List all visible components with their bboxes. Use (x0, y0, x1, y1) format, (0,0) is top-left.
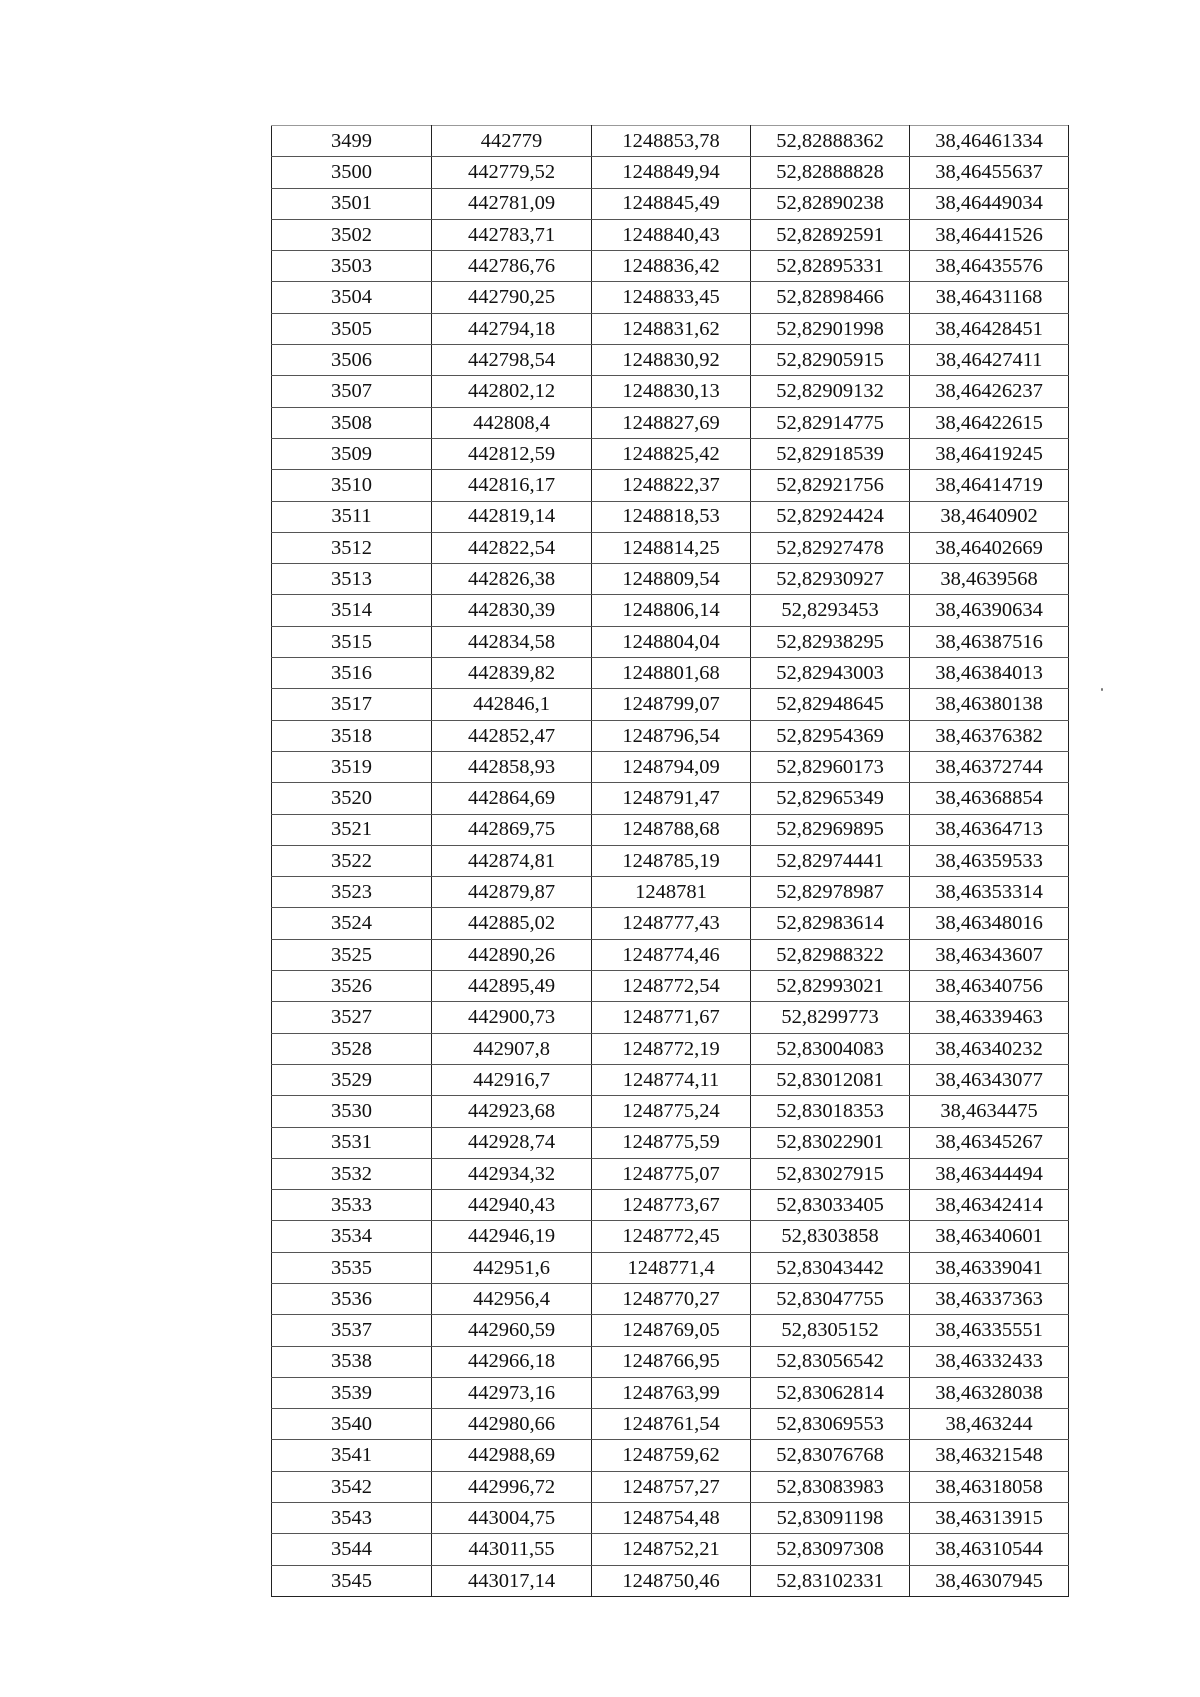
x-coordinate-cell: 442980,66 (432, 1409, 592, 1440)
latitude-cell: 52,82954369 (751, 720, 910, 751)
x-coordinate-cell: 442874,81 (432, 845, 592, 876)
latitude-cell: 52,82938295 (751, 626, 910, 657)
latitude-cell: 52,82888362 (751, 126, 910, 157)
table-row (272, 1346, 1069, 1377)
x-coordinate-cell: 443017,14 (432, 1565, 592, 1596)
table-row (272, 720, 1069, 751)
latitude-cell: 52,83102331 (751, 1565, 910, 1596)
y-coordinate-cell: 1248806,14 (592, 595, 751, 626)
point-number-cell: 3512 (272, 532, 432, 563)
latitude-cell: 52,83069553 (751, 1409, 910, 1440)
latitude-cell: 52,82921756 (751, 470, 910, 501)
x-coordinate-cell: 442779,52 (432, 157, 592, 188)
x-coordinate-cell: 442885,02 (432, 908, 592, 939)
longitude-cell: 38,46340601 (910, 1221, 1069, 1252)
x-coordinate-cell: 442890,26 (432, 939, 592, 970)
longitude-cell: 38,46461334 (910, 126, 1069, 157)
table-row (272, 376, 1069, 407)
table-row (272, 126, 1069, 157)
longitude-cell: 38,4634475 (910, 1096, 1069, 1127)
y-coordinate-cell: 1248774,11 (592, 1064, 751, 1095)
x-coordinate-cell: 442786,76 (432, 251, 592, 282)
point-number-cell: 3500 (272, 157, 432, 188)
y-coordinate-cell: 1248814,25 (592, 532, 751, 563)
x-coordinate-cell: 442802,12 (432, 376, 592, 407)
point-number-cell: 3518 (272, 720, 432, 751)
table-row (272, 1283, 1069, 1314)
x-coordinate-cell: 442864,69 (432, 783, 592, 814)
y-coordinate-cell: 1248750,46 (592, 1565, 751, 1596)
point-number-cell: 3508 (272, 407, 432, 438)
table-row (272, 1252, 1069, 1283)
point-number-cell: 3533 (272, 1190, 432, 1221)
y-coordinate-cell: 1248763,99 (592, 1377, 751, 1408)
point-number-cell: 3505 (272, 313, 432, 344)
point-number-cell: 3535 (272, 1252, 432, 1283)
latitude-cell: 52,82960173 (751, 751, 910, 782)
coordinates-table-body (272, 126, 1069, 1597)
x-coordinate-cell: 442923,68 (432, 1096, 592, 1127)
x-coordinate-cell: 442988,69 (432, 1440, 592, 1471)
y-coordinate-cell: 1248775,24 (592, 1096, 751, 1127)
x-coordinate-cell: 442839,82 (432, 658, 592, 689)
latitude-cell: 52,82901998 (751, 313, 910, 344)
latitude-cell: 52,82943003 (751, 658, 910, 689)
point-number-cell: 3537 (272, 1315, 432, 1346)
x-coordinate-cell: 442996,72 (432, 1471, 592, 1502)
table-row (272, 1503, 1069, 1534)
y-coordinate-cell: 1248794,09 (592, 751, 751, 782)
coordinates-table (271, 125, 1069, 1597)
x-coordinate-cell: 442779 (432, 126, 592, 157)
y-coordinate-cell: 1248772,19 (592, 1033, 751, 1064)
longitude-cell: 38,46340756 (910, 971, 1069, 1002)
table-row (272, 1377, 1069, 1408)
y-coordinate-cell: 1248771,67 (592, 1002, 751, 1033)
point-number-cell: 3507 (272, 376, 432, 407)
x-coordinate-cell: 442895,49 (432, 971, 592, 1002)
latitude-cell: 52,83022901 (751, 1127, 910, 1158)
longitude-cell: 38,46344494 (910, 1158, 1069, 1189)
longitude-cell: 38,46353314 (910, 877, 1069, 908)
latitude-cell: 52,82993021 (751, 971, 910, 1002)
y-coordinate-cell: 1248796,54 (592, 720, 751, 751)
table-row (272, 470, 1069, 501)
table-row (272, 1033, 1069, 1064)
point-number-cell: 3522 (272, 845, 432, 876)
longitude-cell: 38,46339463 (910, 1002, 1069, 1033)
x-coordinate-cell: 442900,73 (432, 1002, 592, 1033)
point-number-cell: 3501 (272, 188, 432, 219)
latitude-cell: 52,82927478 (751, 532, 910, 563)
latitude-cell: 52,83076768 (751, 1440, 910, 1471)
table-row (272, 1471, 1069, 1502)
longitude-cell: 38,46339041 (910, 1252, 1069, 1283)
point-number-cell: 3510 (272, 470, 432, 501)
x-coordinate-cell: 442907,8 (432, 1033, 592, 1064)
x-coordinate-cell: 442846,1 (432, 689, 592, 720)
point-number-cell: 3511 (272, 501, 432, 532)
y-coordinate-cell: 1248788,68 (592, 814, 751, 845)
table-row (272, 845, 1069, 876)
longitude-cell: 38,46318058 (910, 1471, 1069, 1502)
y-coordinate-cell: 1248799,07 (592, 689, 751, 720)
longitude-cell: 38,46321548 (910, 1440, 1069, 1471)
point-number-cell: 3538 (272, 1346, 432, 1377)
longitude-cell: 38,4640902 (910, 501, 1069, 532)
point-number-cell: 3543 (272, 1503, 432, 1534)
table-row (272, 1064, 1069, 1095)
point-number-cell: 3504 (272, 282, 432, 313)
x-coordinate-cell: 443004,75 (432, 1503, 592, 1534)
latitude-cell: 52,82978987 (751, 877, 910, 908)
longitude-cell: 38,46307945 (910, 1565, 1069, 1596)
x-coordinate-cell: 442798,54 (432, 345, 592, 376)
longitude-cell: 38,46328038 (910, 1377, 1069, 1408)
y-coordinate-cell: 1248804,04 (592, 626, 751, 657)
table-row (272, 877, 1069, 908)
latitude-cell: 52,8303858 (751, 1221, 910, 1252)
table-row (272, 1158, 1069, 1189)
longitude-cell: 38,46426237 (910, 376, 1069, 407)
longitude-cell: 38,46348016 (910, 908, 1069, 939)
point-number-cell: 3517 (272, 689, 432, 720)
x-coordinate-cell: 442790,25 (432, 282, 592, 313)
longitude-cell: 38,46387516 (910, 626, 1069, 657)
latitude-cell: 52,82909132 (751, 376, 910, 407)
y-coordinate-cell: 1248830,92 (592, 345, 751, 376)
y-coordinate-cell: 1248853,78 (592, 126, 751, 157)
x-coordinate-cell: 443011,55 (432, 1534, 592, 1565)
y-coordinate-cell: 1248822,37 (592, 470, 751, 501)
x-coordinate-cell: 442928,74 (432, 1127, 592, 1158)
latitude-cell: 52,8299773 (751, 1002, 910, 1033)
y-coordinate-cell: 1248827,69 (592, 407, 751, 438)
table-row (272, 564, 1069, 595)
table-row (272, 1002, 1069, 1033)
point-number-cell: 3531 (272, 1127, 432, 1158)
table-row (272, 751, 1069, 782)
longitude-cell: 38,46335551 (910, 1315, 1069, 1346)
point-number-cell: 3532 (272, 1158, 432, 1189)
x-coordinate-cell: 442973,16 (432, 1377, 592, 1408)
y-coordinate-cell: 1248761,54 (592, 1409, 751, 1440)
longitude-cell: 38,46372744 (910, 751, 1069, 782)
table-row (272, 188, 1069, 219)
latitude-cell: 52,8305152 (751, 1315, 910, 1346)
table-row (272, 157, 1069, 188)
longitude-cell: 38,46313915 (910, 1503, 1069, 1534)
table-row (272, 345, 1069, 376)
latitude-cell: 52,82930927 (751, 564, 910, 595)
table-row (272, 626, 1069, 657)
y-coordinate-cell: 1248773,67 (592, 1190, 751, 1221)
y-coordinate-cell: 1248845,49 (592, 188, 751, 219)
longitude-cell: 38,46455637 (910, 157, 1069, 188)
point-number-cell: 3520 (272, 783, 432, 814)
table-row (272, 658, 1069, 689)
point-number-cell: 3524 (272, 908, 432, 939)
longitude-cell: 38,46422615 (910, 407, 1069, 438)
latitude-cell: 52,82888828 (751, 157, 910, 188)
latitude-cell: 52,83012081 (751, 1064, 910, 1095)
longitude-cell: 38,46435576 (910, 251, 1069, 282)
y-coordinate-cell: 1248752,21 (592, 1534, 751, 1565)
latitude-cell: 52,82898466 (751, 282, 910, 313)
latitude-cell: 52,82924424 (751, 501, 910, 532)
x-coordinate-cell: 442934,32 (432, 1158, 592, 1189)
latitude-cell: 52,82974441 (751, 845, 910, 876)
point-number-cell: 3545 (272, 1565, 432, 1596)
point-number-cell: 3539 (272, 1377, 432, 1408)
latitude-cell: 52,83091198 (751, 1503, 910, 1534)
table-row (272, 971, 1069, 1002)
longitude-cell: 38,46337363 (910, 1283, 1069, 1314)
y-coordinate-cell: 1248759,62 (592, 1440, 751, 1471)
x-coordinate-cell: 442940,43 (432, 1190, 592, 1221)
point-number-cell: 3544 (272, 1534, 432, 1565)
point-number-cell: 3521 (272, 814, 432, 845)
x-coordinate-cell: 442960,59 (432, 1315, 592, 1346)
point-number-cell: 3542 (272, 1471, 432, 1502)
longitude-cell: 38,46310544 (910, 1534, 1069, 1565)
y-coordinate-cell: 1248766,95 (592, 1346, 751, 1377)
point-number-cell: 3523 (272, 877, 432, 908)
latitude-cell: 52,83083983 (751, 1471, 910, 1502)
longitude-cell: 38,46449034 (910, 188, 1069, 219)
y-coordinate-cell: 1248771,4 (592, 1252, 751, 1283)
table-row (272, 501, 1069, 532)
y-coordinate-cell: 1248833,45 (592, 282, 751, 313)
point-number-cell: 3499 (272, 126, 432, 157)
point-number-cell: 3536 (272, 1283, 432, 1314)
x-coordinate-cell: 442826,38 (432, 564, 592, 595)
longitude-cell: 38,46427411 (910, 345, 1069, 376)
point-number-cell: 3514 (272, 595, 432, 626)
longitude-cell: 38,46414719 (910, 470, 1069, 501)
table-row (272, 783, 1069, 814)
longitude-cell: 38,46368854 (910, 783, 1069, 814)
point-number-cell: 3516 (272, 658, 432, 689)
table-row (272, 1440, 1069, 1471)
x-coordinate-cell: 442916,7 (432, 1064, 592, 1095)
point-number-cell: 3506 (272, 345, 432, 376)
latitude-cell: 52,83062814 (751, 1377, 910, 1408)
y-coordinate-cell: 1248757,27 (592, 1471, 751, 1502)
longitude-cell: 38,46340232 (910, 1033, 1069, 1064)
y-coordinate-cell: 1248825,42 (592, 438, 751, 469)
table-row (272, 595, 1069, 626)
longitude-cell: 38,463244 (910, 1409, 1069, 1440)
longitude-cell: 38,46364713 (910, 814, 1069, 845)
point-number-cell: 3526 (272, 971, 432, 1002)
x-coordinate-cell: 442946,19 (432, 1221, 592, 1252)
point-number-cell: 3527 (272, 1002, 432, 1033)
y-coordinate-cell: 1248809,54 (592, 564, 751, 595)
latitude-cell: 52,82988322 (751, 939, 910, 970)
table-row (272, 219, 1069, 250)
latitude-cell: 52,83097308 (751, 1534, 910, 1565)
x-coordinate-cell: 442879,87 (432, 877, 592, 908)
latitude-cell: 52,82969895 (751, 814, 910, 845)
y-coordinate-cell: 1248772,45 (592, 1221, 751, 1252)
x-coordinate-cell: 442869,75 (432, 814, 592, 845)
table-row (272, 1534, 1069, 1565)
x-coordinate-cell: 442783,71 (432, 219, 592, 250)
longitude-cell: 38,4639568 (910, 564, 1069, 595)
table-row (272, 282, 1069, 313)
x-coordinate-cell: 442794,18 (432, 313, 592, 344)
y-coordinate-cell: 1248791,47 (592, 783, 751, 814)
point-number-cell: 3528 (272, 1033, 432, 1064)
latitude-cell: 52,82892591 (751, 219, 910, 250)
latitude-cell: 52,83033405 (751, 1190, 910, 1221)
x-coordinate-cell: 442816,17 (432, 470, 592, 501)
latitude-cell: 52,82965349 (751, 783, 910, 814)
y-coordinate-cell: 1248775,59 (592, 1127, 751, 1158)
point-number-cell: 3509 (272, 438, 432, 469)
latitude-cell: 52,83004083 (751, 1033, 910, 1064)
table-row (272, 251, 1069, 282)
table-row (272, 1315, 1069, 1346)
latitude-cell: 52,82983614 (751, 908, 910, 939)
latitude-cell: 52,82895331 (751, 251, 910, 282)
y-coordinate-cell: 1248836,42 (592, 251, 751, 282)
latitude-cell: 52,82914775 (751, 407, 910, 438)
table-row (272, 532, 1069, 563)
latitude-cell: 52,83027915 (751, 1158, 910, 1189)
y-coordinate-cell: 1248781 (592, 877, 751, 908)
x-coordinate-cell: 442822,54 (432, 532, 592, 563)
x-coordinate-cell: 442966,18 (432, 1346, 592, 1377)
longitude-cell: 38,46384013 (910, 658, 1069, 689)
x-coordinate-cell: 442830,39 (432, 595, 592, 626)
table-row (272, 407, 1069, 438)
x-coordinate-cell: 442781,09 (432, 188, 592, 219)
point-number-cell: 3540 (272, 1409, 432, 1440)
point-number-cell: 3513 (272, 564, 432, 595)
longitude-cell: 38,46402669 (910, 532, 1069, 563)
table-row (272, 313, 1069, 344)
table-row (272, 1409, 1069, 1440)
y-coordinate-cell: 1248849,94 (592, 157, 751, 188)
y-coordinate-cell: 1248830,13 (592, 376, 751, 407)
table-row (272, 438, 1069, 469)
y-coordinate-cell: 1248777,43 (592, 908, 751, 939)
y-coordinate-cell: 1248770,27 (592, 1283, 751, 1314)
table-row (272, 1096, 1069, 1127)
y-coordinate-cell: 1248831,62 (592, 313, 751, 344)
x-coordinate-cell: 442812,59 (432, 438, 592, 469)
x-coordinate-cell: 442956,4 (432, 1283, 592, 1314)
table-row (272, 1221, 1069, 1252)
y-coordinate-cell: 1248818,53 (592, 501, 751, 532)
point-number-cell: 3530 (272, 1096, 432, 1127)
y-coordinate-cell: 1248769,05 (592, 1315, 751, 1346)
point-number-cell: 3502 (272, 219, 432, 250)
longitude-cell: 38,46343607 (910, 939, 1069, 970)
latitude-cell: 52,82918539 (751, 438, 910, 469)
scan-speck (1101, 688, 1103, 691)
table-row (272, 939, 1069, 970)
longitude-cell: 38,46419245 (910, 438, 1069, 469)
y-coordinate-cell: 1248754,48 (592, 1503, 751, 1534)
point-number-cell: 3534 (272, 1221, 432, 1252)
y-coordinate-cell: 1248785,19 (592, 845, 751, 876)
x-coordinate-cell: 442808,4 (432, 407, 592, 438)
point-number-cell: 3525 (272, 939, 432, 970)
point-number-cell: 3515 (272, 626, 432, 657)
latitude-cell: 52,82948645 (751, 689, 910, 720)
longitude-cell: 38,46332433 (910, 1346, 1069, 1377)
longitude-cell: 38,46390634 (910, 595, 1069, 626)
x-coordinate-cell: 442834,58 (432, 626, 592, 657)
latitude-cell: 52,8293453 (751, 595, 910, 626)
x-coordinate-cell: 442852,47 (432, 720, 592, 751)
longitude-cell: 38,46441526 (910, 219, 1069, 250)
latitude-cell: 52,83047755 (751, 1283, 910, 1314)
latitude-cell: 52,82890238 (751, 188, 910, 219)
table-row (272, 1565, 1069, 1596)
x-coordinate-cell: 442819,14 (432, 501, 592, 532)
latitude-cell: 52,82905915 (751, 345, 910, 376)
longitude-cell: 38,46359533 (910, 845, 1069, 876)
x-coordinate-cell: 442951,6 (432, 1252, 592, 1283)
y-coordinate-cell: 1248775,07 (592, 1158, 751, 1189)
latitude-cell: 52,83043442 (751, 1252, 910, 1283)
longitude-cell: 38,46342414 (910, 1190, 1069, 1221)
y-coordinate-cell: 1248772,54 (592, 971, 751, 1002)
point-number-cell: 3529 (272, 1064, 432, 1095)
longitude-cell: 38,46428451 (910, 313, 1069, 344)
y-coordinate-cell: 1248840,43 (592, 219, 751, 250)
point-number-cell: 3519 (272, 751, 432, 782)
table-row (272, 1190, 1069, 1221)
longitude-cell: 38,46345267 (910, 1127, 1069, 1158)
longitude-cell: 38,46343077 (910, 1064, 1069, 1095)
table-row (272, 689, 1069, 720)
point-number-cell: 3541 (272, 1440, 432, 1471)
latitude-cell: 52,83018353 (751, 1096, 910, 1127)
table-row (272, 908, 1069, 939)
longitude-cell: 38,46431168 (910, 282, 1069, 313)
table-row (272, 814, 1069, 845)
table-row (272, 1127, 1069, 1158)
y-coordinate-cell: 1248774,46 (592, 939, 751, 970)
longitude-cell: 38,46376382 (910, 720, 1069, 751)
x-coordinate-cell: 442858,93 (432, 751, 592, 782)
y-coordinate-cell: 1248801,68 (592, 658, 751, 689)
longitude-cell: 38,46380138 (910, 689, 1069, 720)
latitude-cell: 52,83056542 (751, 1346, 910, 1377)
point-number-cell: 3503 (272, 251, 432, 282)
